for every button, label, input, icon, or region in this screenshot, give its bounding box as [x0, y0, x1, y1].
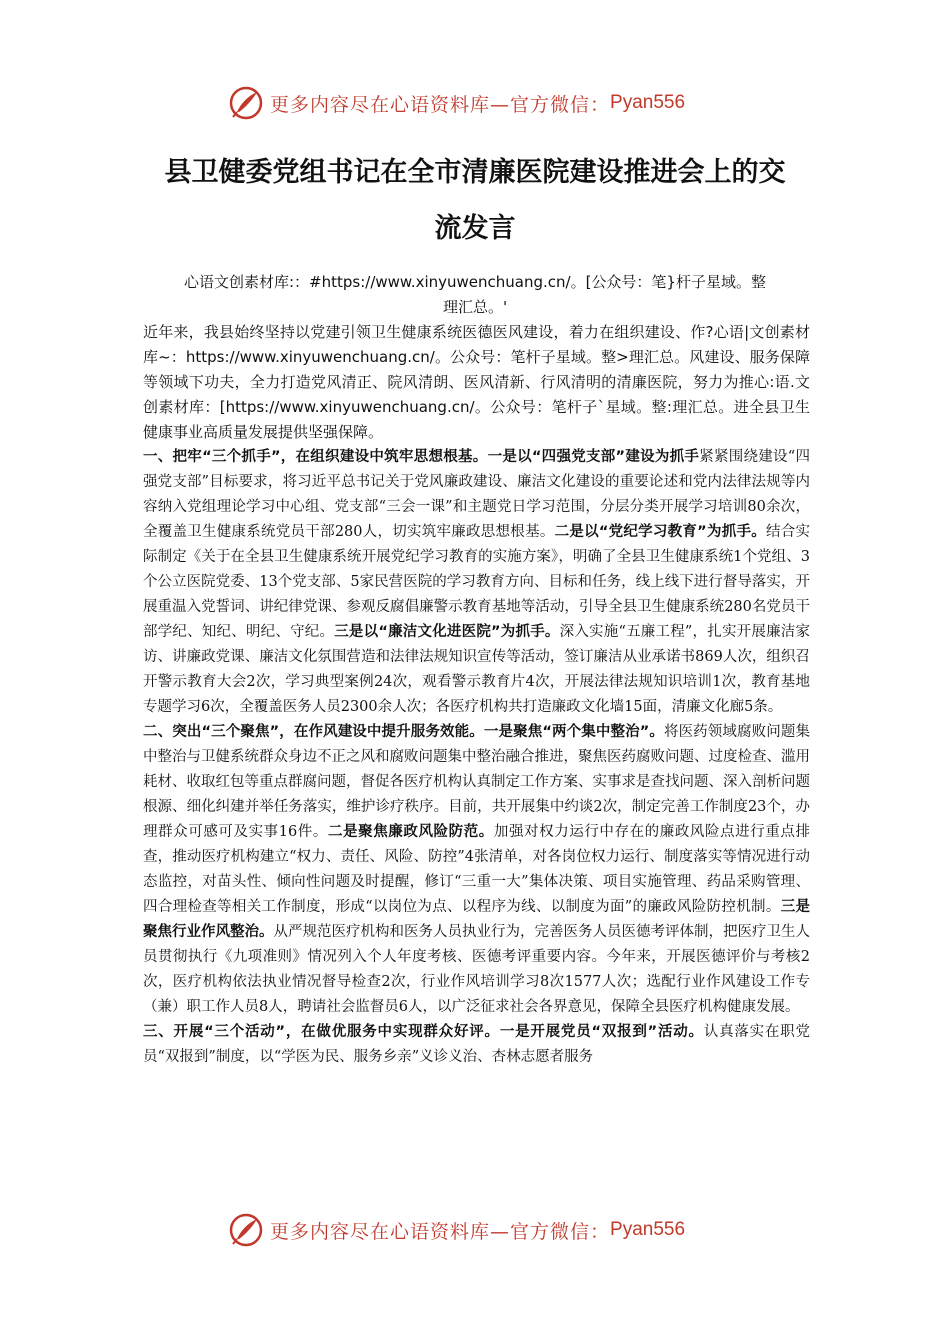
- section-2-paragraph: [143, 720, 810, 1020]
- title-line-2: 流发言: [434, 213, 516, 244]
- section-2-heading: 二、突出“三个聚焦”，在作风建设中提升服务效能。: [143, 724, 484, 740]
- section-2-point-2-text: 加强对权力运行中存在的廉政风险点进行重点排查，推动医疗机构建立“权力、责任、风险、防控”4张清单，对各岗位权力运行、制度落实等情况进行动态监控，对苗头性、倾向性问题及时提醒，修订“三重一大”集体决策、项目实施管理、药品采购管理、四合理检查等相关工作制度，形成“以岗位为点、以程序为线、以制度为面”的廉政风险防控机制。: [143, 824, 811, 915]
- section-1-point-1-text: 紧紧围绕建设“四强党支部”目标要求，将习近平总书记关于党风廉政建设、廉洁文化建设的重要论述和党内法律法规等内容纳入党组理论学习中心组、党支部“三会一课”和主题党日学习范围，分层分类开展学习培训80余次，全覆盖卫生健康系统党员干部280人，切实筑牢廉政思想根基。: [143, 449, 810, 540]
- intro-paragraph: 近年来，我县始终坚持以党建引领卫生健康系统医德医风建设，着力在组织建设、作?心语|文创素材库~：https://www.xinyuwenchuang.cn/。公众号：笔杆子星域。整>理汇总。风建设、服务保障等领域下功夫，全力打造党风清正、院风清朗、医风清新、行风清明的清廉医院，努力为推心:语.文创素材库：[https://www.xinyuwenchuang.cn/。公众号：笔杆子`星域。整:理汇总。进全县卫生健康事业高质量发展提供坚强保障。: [143, 323, 810, 441]
- watermark-text: 更多内容尽在心语资料库—官方微信：: [270, 93, 611, 116]
- section-3-heading: 三、开展“三个活动”，在做优服务中实现群众好评。: [143, 1024, 500, 1040]
- section-3-point-1-text: 认真落实在职党员“双报到”制度，以“学医为民、服务乡亲”义诊义治、杏林志愿者服务: [143, 1024, 810, 1065]
- section-2-point-1-lead: 一是聚焦“两个集中整治”。: [483, 724, 664, 740]
- source-note: [140, 270, 810, 320]
- feather-logo-icon: [228, 1212, 264, 1248]
- section-1-point-2-text: 结合实际制定《关于在全县卫生健康系统开展党纪学习教育的实施方案》，明确了全县卫生健康系统1个党组、3个公立医院党委、13个党支部、5家民营医院的学习教育方向、目标和任务，线上线下进行督导落实，开展重温入党誓词、讲纪律党课、参观反腐倡廉警示教育基地等活动，引导全县卫生健康系统280名党员干部学纪、知纪、明纪、守纪。: [143, 524, 810, 640]
- section-1-paragraph: [143, 445, 810, 720]
- section-1-point-3-text: 深入实施“五廉工程”，扎实开展廉洁家访、讲廉政党课、廉洁文化氛围营造和法律法规知识宣传等活动，签订廉洁从业承诺书869人次，组织召开警示教育大会2次，学习典型案例24次，观看警示教育片4次，开展法律法规知识培训1次，教育基地专题学习6次，全覆盖医务人员2300余人次；各医疗机构共打造廉政文化墙15面，清廉文化廊5条。: [143, 624, 811, 715]
- section-3-point-1-lead: 一是开展党员“双报到”活动。: [499, 1024, 704, 1040]
- section-2-point-3-text: 从严规范医疗机构和医务人员执业行为，完善医务人员医德考评体制，把医疗卫生人员贯彻执行《九项准则》情况列入个人年度考核、医德考评重要内容。今年来，开展医德评价与考核2次，医疗机构依法执业情况督导检查2次，行业作风培训学习8次1577人次；选配行业作风建设工作专（兼）职工作人员8人，聘请社会监督员6人，以广泛征求社会各界意见，保障全县医疗机构健康发展。: [143, 924, 810, 1015]
- section-1-heading: 一、把牢“三个抓手”，在组织建设中筑牢思想根基。: [143, 449, 488, 465]
- title-line-1: 县卫健委党组书记在全市清廉医院建设推进会上的交: [164, 157, 786, 188]
- section-3-paragraph: [143, 1020, 810, 1070]
- section-2-point-2-lead: 二是聚焦廉政风险防范。: [327, 824, 494, 840]
- section-1-point-2-lead: 二是以“党纪学习教育”为抓手。: [554, 524, 766, 540]
- section-1-point-1-lead: 一是以“四强党支部”建设为抓手: [487, 449, 700, 465]
- source-line-2: 理汇总。': [442, 298, 508, 316]
- source-line-1: 心语文创素材库:：#https://www.xinyuwenchuang.cn/。[公众号：笔}杆子星域。整: [184, 273, 766, 291]
- document-title: [120, 145, 830, 257]
- watermark-banner-bottom: [228, 1210, 748, 1250]
- watermark-text: 更多内容尽在心语资料库—官方微信：: [270, 1220, 611, 1243]
- watermark-wechat-id: Pyan556: [610, 1219, 686, 1240]
- watermark-banner-top: [228, 83, 748, 123]
- body-text: [143, 445, 810, 1070]
- section-2-point-1-text: 将医药领域腐败问题集中整治与卫健系统群众身边不正之风和腐败问题集中整治融合推进，聚焦医药腐败问题、过度检查、滥用耗材、收取红包等重点群腐问题，督促各医疗机构认真制定工作方案、实事求是查找问题、深入剖析问题根源、细化纠建并举任务落实，维护诊疗秩序。目前，共开展集中约谈2次，制定完善工作制度23个，办理群众可感可及实事16件。: [143, 724, 811, 840]
- watermark-wechat-id: Pyan556: [610, 92, 686, 113]
- feather-logo-icon: [228, 85, 264, 121]
- section-1-point-3-lead: 三是以“廉洁文化进医院”为抓手。: [334, 624, 560, 640]
- section-2-point-3-lead: 三是聚焦行业作风整治。: [143, 899, 811, 940]
